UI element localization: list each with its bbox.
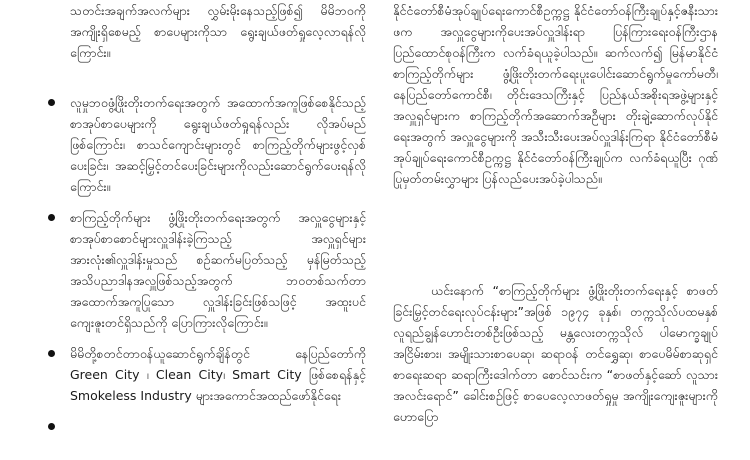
body-paragraph: နိုင်ငံတော်စီမံအုပ်ချုပ်ရေးကောင်စီဥက္ကဋ္ဌ နိုင်ငံတော်ဝန်ကြီးချုပ်နှင့်ဇနီးသားဖက အလှူငွေများကိုပေးအပ်လှူဒါန်းရာ ပြန်ကြားရေးဝန်ကြီးဌာန ပြည်ထောင်စုဝန်ကြီးက လက်ခံရယူခဲ့ပါသည်။ ဆက်လက်၍ မြန်မာနိုင်ငံစာကြည့်တိုက်များ ဖွံ့ဖြိုးတိုးတက်ရေးပူးပေါင်းဆောင်ရွက်မှုကော်မတီ၊ နေပြည်တော်ကောင်စီ၊ တိုင်းဒေသကြီးနှင့် ပြည်နယ်အစိုးရအဖွဲ့များနှင့် အလှူရှင်များက စာကြည့်တိုက်အဆောက်အဦများ တိုးချဲ့ဆောက်လုပ်နိုင်ရေးအတွက် အလှူငွေများကို အသီးသီးပေးအပ်လှူဒါန်းကြရာ နိုင်ငံတော်စီမံအုပ်ချုပ်ရေးကောင်စီဥက္ကဋ္ဌ နိုင်ငံတော်ဝန်ကြီးချုပ်က လက်ခံရယူပြီး ဂုဏ်ပြုမှတ်တမ်းလွှာများ ပြန်လည်ပေးအပ်ခဲ့ပါသည်။ bbox=[393, 3, 718, 186]
list-item-text: စာကြည့်တိုက်များ ဖွံ့ဖြိုးတိုးတက်ရေးအတွက် အလှူငွေများနှင့် စာအုပ်စာစောင်များလှူဒါန်းခဲ့ကြသည့် အလှူရှင်များအားလုံး၏လှူဒါန်းမှုသည် စဉ်ဆက်မပြတ်သည့် မှန်မြတ်သည့် အသိပညာဒါနအလှူဖြစ်သည့်အတွက် ဘဝတစ်သက်တာ အထောက်အကူပြုသော လှူဒါန်းခြင်းဖြစ်သဖြင့် အထူးပင် ကျေးဇူးတင်ရှိသည်ကို ပြောကြားလိုကြောင်း။ bbox=[70, 210, 366, 330]
list-item bbox=[48, 207, 366, 333]
body-paragraph: ယင်းနောက် “စာကြည့်တိုက်များ ဖွံ့ဖြိုးတိုးတက်ရေးနှင့် စာဖတ်ခြင်းမြှင့်တင်ရေးလုပ်ငန်းများ”အဖြစ် ၁၉၇၄ ခုနှစ်၊ တက္ကသိုလ်ပထမနှစ် လူရည်ချွန်ဟောင်းတစ်ဦးဖြစ်သည့် မန္တလေးတက္ကသိုလ် ပါမောက္ခချုပ်အငြိမ်းစား၊ အမျိုးသားစာပေဆု၊ ဆရာဝန် တင်ရွှေဆု၊ စာပေမိမ်စာဆုရှင် စာရေးဆရာ ဆရာကြီးဒေါက်တာ စောင်သင်းက “စာဖတ်နှင့်ဆော် လူသားအလင်းရောင်” ခေါင်းစဉ်ဖြင့် စာပေလေ့လာဖတ်ရှုမှု အကျိုးကျေးဇူးများကို ဟောပြော bbox=[393, 283, 718, 424]
bullet-icon bbox=[48, 423, 55, 430]
list-item bbox=[48, 343, 366, 406]
list-item-text: မိမိတို့စတင်တာဝန်ယူဆောင်ရွက်ချိန်တွင် နေပြည်တော်ကို Green City ၊ Clean City၊ Smart City ဖြစ်စေရန်နှင့် Smokeless Industry များအကောင်အထည်ဖော်နိုင်ရေး bbox=[70, 346, 366, 403]
bullet-icon bbox=[48, 214, 55, 221]
bullet-icon bbox=[48, 99, 55, 106]
bullet-icon bbox=[48, 350, 55, 357]
list-item bbox=[48, 92, 366, 197]
list-item-text: လူမှုဘဝဖွံ့ဖြိုးတိုးတက်ရေးအတွက် အထောက်အကူဖြစ်စေနိုင်သည့် စာအုပ်စာပေများကို ရွေးချယ်ဖတ်ရှုရန်လည်း လိုအပ်မည်ဖြစ်ကြောင်း၊ စာသင်ကျောင်းများတွင် စာကြည့်တိုက်များဖွင့်လှစ်ပေးခြင်း၊ အဆင့်မြှင့်တင်ပေးခြင်းများကိုလည်းဆောင်ရွက်ပေးရန်လိုကြောင်း။ bbox=[70, 95, 366, 194]
continuation-paragraph: သတင်းအချက်အလက်များ လွှမ်းမိုးနေသည့်ဖြစ်၍ မိမိဘဝကိုအကျိုးရှိစေမည့် စာပေများကိုသာ ရွေးချယ်ဖတ်ရှုလေ့လာရန်လိုကြောင်း။ bbox=[70, 3, 366, 60]
